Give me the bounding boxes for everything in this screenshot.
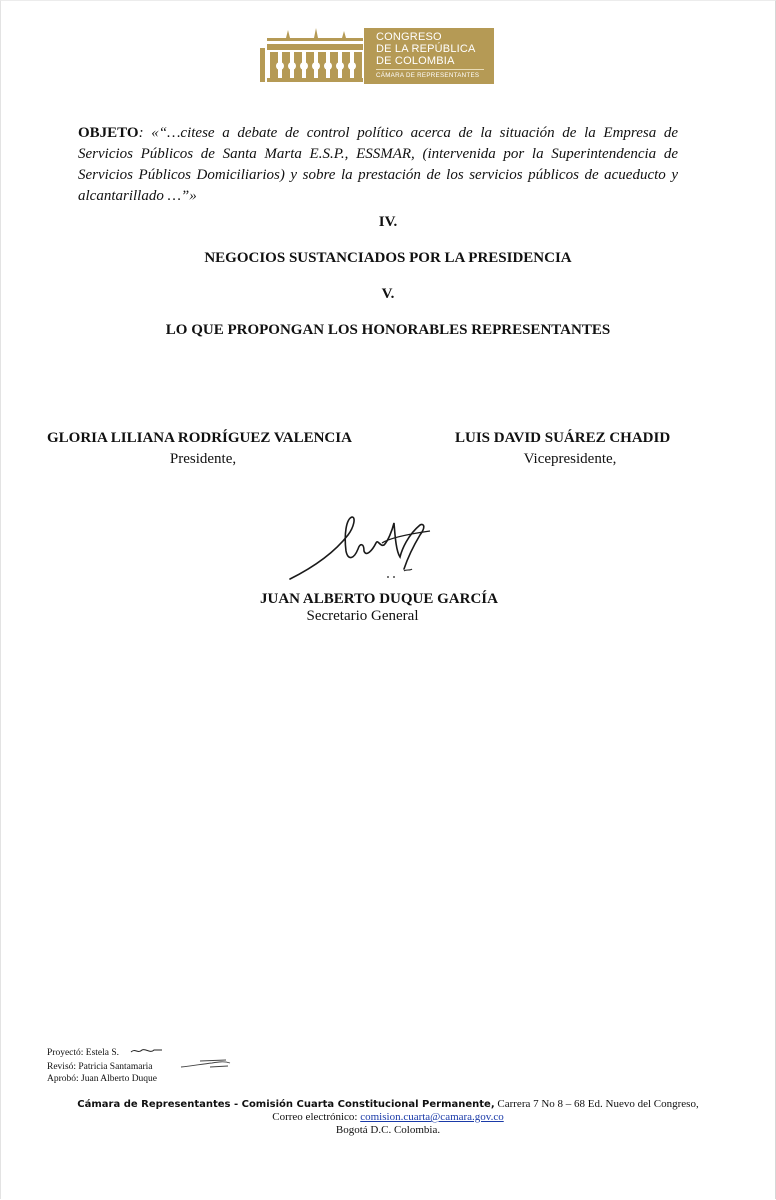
footer-email-line xyxy=(30,1111,746,1124)
reviso-line: Revisó: Patricia Santamaria xyxy=(47,1062,153,1072)
footer-city: Bogotá D.C. Colombia. xyxy=(335,1124,441,1136)
section-v-number: V. xyxy=(381,286,395,302)
footer-commission: Cámara de Representantes - Comisión Cuarta Constitucional Permanente, xyxy=(77,1099,495,1110)
aprobo-line: Aprobó: Juan Alberto Duque xyxy=(47,1074,158,1084)
objeto-text: «“…citese a debate de control político acerca de la situación de la Empresa de Servicios Públicos de Santa Marta E.S.P., ESSMAR, (intervenida por la Superintendencia de Servicios Públicos Domiciliarios) y sobre la prestación de los servicios públicos de acueducto y alcantarillado …”» xyxy=(78,125,678,204)
logo-line-2: DE LA REPÚBLICA xyxy=(376,43,476,55)
capitol-building-icon xyxy=(256,26,364,86)
logo-subtitle: CÁMARA DE REPRESENTANTES xyxy=(376,72,480,79)
vicepresident-name: LUIS DAVID SUÁREZ CHADID xyxy=(455,430,671,446)
objeto-colon: : xyxy=(138,125,152,141)
section-iv-number: IV. xyxy=(378,214,398,230)
vicepresident-role: Vicepresidente, xyxy=(523,451,617,467)
objeto-label: OBJETO xyxy=(78,125,139,141)
section-v-title: LO QUE PROPONGAN LOS HONORABLES REPRESENTANTES xyxy=(165,322,611,338)
logo-divider xyxy=(376,69,484,70)
logo-line-1: CONGRESO xyxy=(376,31,442,43)
footer-address xyxy=(30,1098,746,1111)
secretary-signature xyxy=(284,505,444,590)
proyecto-initials xyxy=(130,1046,164,1056)
logo-text-box xyxy=(364,28,494,84)
logo-line-3: DE COLOMBIA xyxy=(376,55,455,67)
secretary-name: JUAN ALBERTO DUQUE GARCÍA xyxy=(260,591,498,607)
congress-logo xyxy=(256,26,496,86)
president-name: GLORIA LILIANA RODRÍGUEZ VALENCIA xyxy=(47,430,352,446)
proyecto-line: Proyectó: Estela S. xyxy=(47,1048,120,1058)
reviso-initials xyxy=(180,1058,232,1070)
secretary-role: Secretario General xyxy=(306,608,419,624)
footer-email-link[interactable]: comision.cuarta@camara.gov.co xyxy=(360,1111,504,1123)
section-iv-title: NEGOCIOS SUSTANCIADOS POR LA PRESIDENCIA xyxy=(204,250,572,266)
footer-address-rest: Carrera 7 No 8 – 68 Ed. Nuevo del Congreso, xyxy=(494,1098,699,1110)
president-role: Presidente, xyxy=(169,451,237,467)
footer-email-label: Correo electrónico: xyxy=(272,1111,361,1123)
objeto-paragraph xyxy=(78,123,678,207)
